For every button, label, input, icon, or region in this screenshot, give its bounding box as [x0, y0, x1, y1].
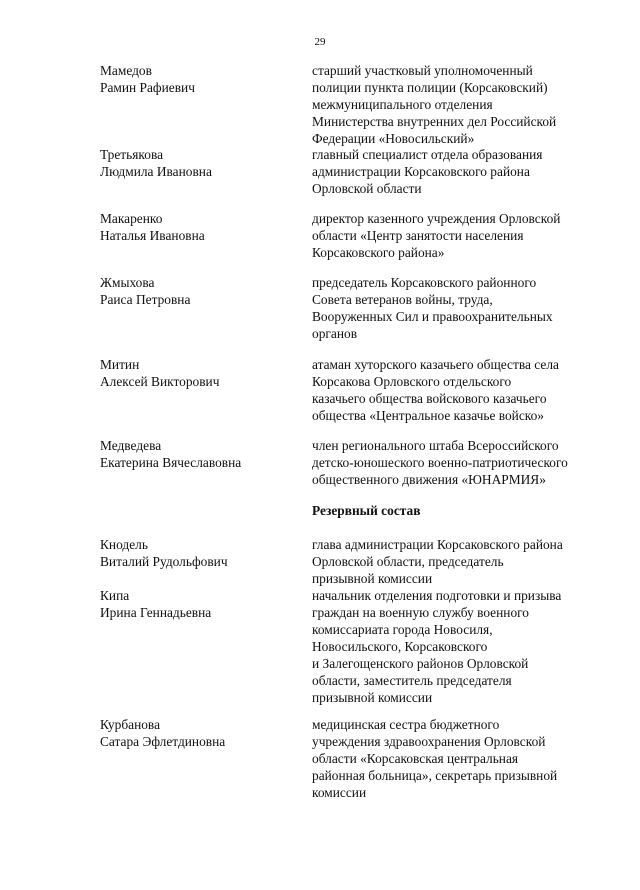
member-position: главный специалист отдела образования администрации Корсаковского района Орловской области — [312, 147, 543, 196]
member-position: атаман хуторского казачьего общества села Корсакова Орловского отдельского казачьего общества войскового казачьего общества «Центральное казачье войско» — [312, 357, 559, 423]
member-name: Мамедов Рамин Рафиевич — [100, 63, 195, 95]
member-name: Кнодель Виталий Рудольфович — [100, 537, 228, 569]
member-name: Макаренко Наталья Ивановна — [100, 211, 205, 243]
member-position: директор казенного учреждения Орловской области «Центр занятости населения Корсаковского района» — [312, 211, 561, 260]
member-name: Жмыхова Раиса Петровна — [100, 275, 191, 307]
member-position: старший участковый уполномоченный полиции пункта полиции (Корсаковский) межмуниципального отделения Министерства внутренних дел Российской Федерации «Новосильский» — [312, 63, 557, 146]
member-name: Кипа Ирина Геннадьевна — [100, 588, 212, 620]
member-position: глава администрации Корсаковского района Орловской области, председатель призывной комиссии — [312, 537, 563, 586]
member-name: Митин Алексей Викторович — [100, 357, 220, 389]
reserve-heading: Резервный состав — [312, 503, 421, 518]
member-name: Медведева Екатерина Вячеславовна — [100, 438, 242, 470]
member-position: начальник отделения подготовки и призыва граждан на военную службу военного комиссариата города Новосиля, Новосильского, Корсаковского и Залегощенского районов Орловской области, заместитель председателя призывной комиссии — [312, 588, 562, 705]
member-name: Третьякова Людмила Ивановна — [100, 147, 212, 179]
page-number: 29 — [314, 36, 326, 48]
member-position: член регионального штаба Всероссийского детско-юношеского военно-патриотического общественного движения «ЮНАРМИЯ» — [312, 438, 568, 487]
member-name: Курбанова Сатара Эфлетдиновна — [100, 717, 226, 749]
member-position: председатель Корсаковского районного Совета ветеранов войны, труда, Вооруженных Сил и правоохранительных органов — [312, 275, 553, 341]
member-position: медицинская сестра бюджетного учреждения здравоохранения Орловской области «Корсаковская центральная районная больница», секретарь призывной комиссии — [312, 717, 558, 800]
